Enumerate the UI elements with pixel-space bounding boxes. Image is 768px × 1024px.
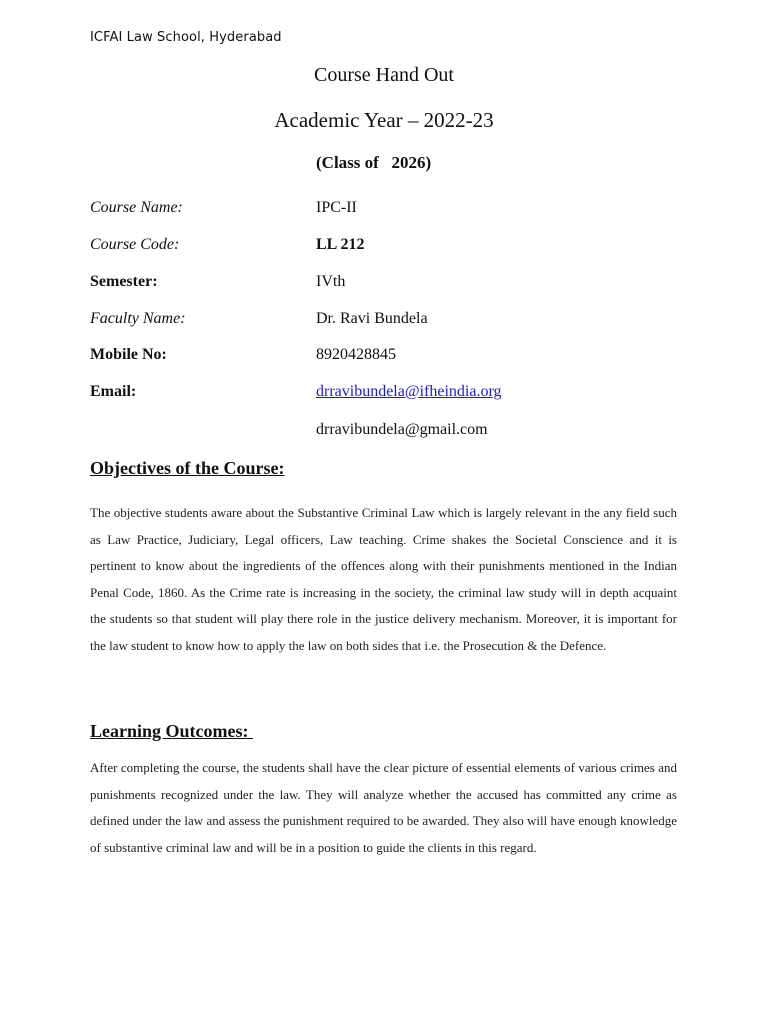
email-label: Email: [90, 383, 137, 400]
institution-header: ICFAI Law School, Hyderabad [90, 30, 282, 45]
mobile-label: Mobile No: [90, 346, 167, 363]
semester-value: IVth [316, 273, 346, 290]
course-name-row [90, 199, 690, 221]
semester-row [90, 273, 690, 295]
objectives-paragraph: The objective students aware about the Substantive Criminal Law which is largely relevant in the any field such as Law Practice, Judiciary, Legal officers, Law teaching. Crime shakes the Societal Conscience and it is pertinent to know about the ingredients of the offences along with their punishments mentioned in the Indian Penal Code, 1860. As the Crime rate is increasing in the society, the criminal law study will in depth acquaint the students so that student will play there role in the justice delivery mechanism. Moreover, it is important for the law student to know how to apply the law on both sides that i.e. the Prosecution & the Defence. [90, 505, 677, 653]
document-title: Course Hand Out [314, 64, 454, 86]
semester-label: Semester: [90, 273, 158, 290]
email-link[interactable]: drravibundela@ifheindia.org [316, 383, 502, 400]
class-of-title: (Class of 2026) [316, 153, 432, 172]
course-code-label: Course Code: [90, 236, 180, 253]
email-secondary-row [90, 421, 690, 443]
mobile-row [90, 346, 690, 368]
faculty-name-value: Dr. Ravi Bundela [316, 310, 428, 327]
course-name-label: Course Name: [90, 199, 183, 216]
course-code-value: LL 212 [316, 236, 365, 253]
email-row [90, 383, 690, 405]
learning-outcomes-paragraph: After completing the course, the students shall have the clear picture of essential elements of various crimes and punishments recognized under the law. They will analyze whether the accused has committed any crime as defined under the law and assess the punishment required to be awarded. They also will have enough knowledge of substantive criminal law and will be in a position to guide the clients in this regard. [90, 760, 677, 855]
objectives-heading: Objectives of the Course: [90, 458, 285, 478]
learning-outcomes-heading: Learning Outcomes: [90, 721, 253, 741]
faculty-name-label: Faculty Name: [90, 310, 186, 327]
email-secondary-value: drravibundela@gmail.com [316, 421, 488, 438]
course-name-value: IPC-II [316, 199, 357, 216]
mobile-value: 8920428845 [316, 346, 396, 363]
course-code-row [90, 236, 690, 258]
faculty-row [90, 310, 690, 332]
academic-year-title: Academic Year – 2022-23 [274, 108, 494, 132]
